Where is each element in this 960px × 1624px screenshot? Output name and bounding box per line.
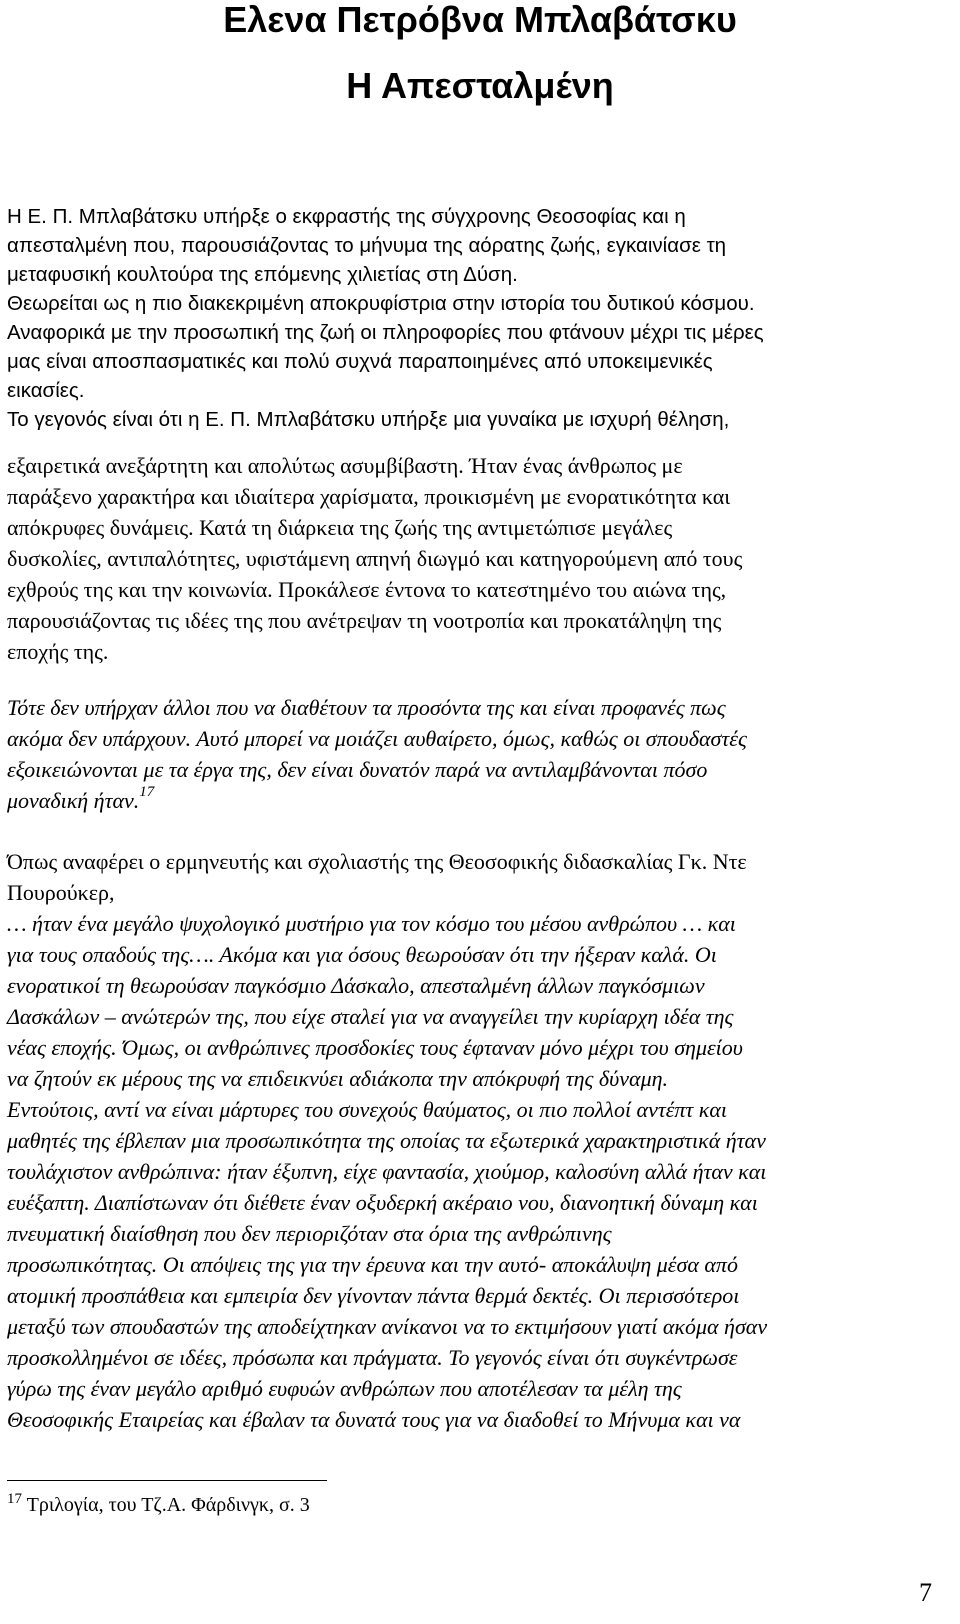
footnote-reference[interactable]: 17 bbox=[139, 784, 155, 800]
text-line: παράξενο χαρακτήρα και ιδιαίτερα χαρίσματα, προικισμένη με ενορατικότητα και bbox=[7, 484, 731, 509]
text-line: παρουσιάζοντας τις ιδέες της που ανέτρεψαν τη νοοτροπία και προκατάληψη της bbox=[7, 608, 722, 633]
block-quote bbox=[7, 908, 952, 1435]
footnote-divider bbox=[7, 1480, 327, 1481]
text-line: Εντούτοις, αντί να είναι μάρτυρες του συνεχούς θαύματος, οι πιο πολλοί αντέπτ και bbox=[7, 1097, 728, 1122]
text-line: μεταφυσική κουλτούρα της επόμενης χιλιετίας στη Δύση. bbox=[7, 263, 518, 286]
text-line: ακόμα δεν υπάρχουν. Αυτό μπορεί να μοιάζει αυθαίρετο, όμως, καθώς οι σπουδαστές bbox=[7, 726, 747, 751]
text-line: εποχής της. bbox=[7, 639, 109, 664]
text-line: Αναφορικά με την προσωπική της ζωή οι πληροφορίες που φτάνουν μέχρι τις μέρες bbox=[7, 321, 764, 344]
text-line: εικασίες. bbox=[7, 379, 85, 402]
document-subtitle: Η Απεσταλμένη bbox=[346, 65, 614, 106]
text-line: Η Ε. Π. Μπλαβάτσκυ υπήρξε ο εκφραστής της σύγχρονης Θεοσοφίας και η bbox=[7, 205, 686, 228]
page-number: 7 bbox=[919, 1578, 932, 1607]
text-line: απεσταλμένη που, παρουσιάζοντας το μήνυμα της αόρατης ζωής, εγκαινίασε τη bbox=[7, 234, 727, 257]
text-line: Πουρούκερ, bbox=[7, 880, 115, 905]
text-line: Τότε δεν υπήρχαν άλλοι που να διαθέτουν τα προσόντα της και είναι προφανές πως bbox=[7, 695, 726, 720]
text-line: Θεοσοφικής Εταιρείας και έβαλαν τα δυνατά τους για να διαδοθεί το Μήνυμα και να bbox=[7, 1407, 741, 1432]
text-line: Όπως αναφέρει ο ερμηνευτής και σχολιαστής της Θεοσοφικής διδασκαλίας Γκ. Ντε bbox=[7, 849, 747, 874]
text-line: εχθρούς της και την κοινωνία. Προκάλεσε έντονα το κατεστημένο του αιώνα της, bbox=[7, 577, 727, 602]
footnote-number: 17 bbox=[7, 1491, 22, 1507]
body-paragraph bbox=[7, 846, 952, 908]
body-paragraph bbox=[7, 450, 952, 667]
text-line: Δασκάλων – ανώτερών της, που είχε σταλεί για να αναγγείλει την κυρίαρχη ιδέα της bbox=[7, 1004, 734, 1029]
text-line: απόκρυφες δυνάμεις. Κατά τη διάρκεια της ζωής της αντιμετώπισε μεγάλες bbox=[7, 515, 673, 540]
text-line: προσωπικότητας. Οι απόψεις της για την έρευνα και την αυτό- αποκάλυψη μέσα από bbox=[7, 1252, 738, 1277]
text-line: τουλάχιστον ανθρώπινα: ήταν έξυπνη, είχε φαντασία, χιούμορ, καλοσύνη αλλά ήταν και bbox=[7, 1159, 767, 1184]
text-line: ευέξαπτη. Διαπίστωναν ότι διέθετε έναν οξυδερκή ακέραιο νου, διανοητική δύναμη και bbox=[7, 1190, 758, 1215]
document-title: Ελενα Πετρόβνα Μπλαβάτσκυ bbox=[223, 0, 737, 40]
text-line-with-footnote bbox=[7, 785, 952, 816]
text-line: νέας εποχής. Όμως, οι ανθρώπινες προσδοκίες τους έφταναν μόνο μέχρι του σημείου bbox=[7, 1035, 743, 1060]
text-line: Το γεγονός είναι ότι η Ε. Π. Μπλαβάτσκυ υπήρξε μια γυναίκα με ισχυρή θέληση, bbox=[7, 408, 730, 431]
text-line: ενορατικοί τη θεωρούσαν παγκόσμιο Δάσκαλο, απεσταλμένη άλλων παγκόσμιων bbox=[7, 973, 705, 998]
text-line: ατομική προσπάθεια και εμπειρία δεν γίνονταν πάντα θερμά δεκτές. Οι περισσότεροι bbox=[7, 1283, 740, 1308]
text-line: δυσκολίες, αντιπαλότητες, υφιστάμενη απηνή διωγμό και κατηγορούμενη από τους bbox=[7, 546, 743, 571]
text-line: μας είναι αποσπασματικές και πολύ συχνά παραποιημένες από υποκειμενικές bbox=[7, 350, 713, 373]
text-segment: μοναδική ήταν. bbox=[7, 788, 140, 813]
block-quote bbox=[7, 692, 952, 816]
text-line: εξοικειώνονται με τα έργα της, δεν είναι δυνατόν παρά να αντιλαμβάνονται πόσο bbox=[7, 757, 708, 782]
text-line: μεταξύ των σπουδαστών της αποδείχτηκαν ανίκανοι να το εκτιμήσουν γιατί ακόμα ήσαν bbox=[7, 1314, 768, 1339]
text-line: προσκολλημένοι σε ιδέες, πρόσωπα και πράγματα. Το γεγονός είναι ότι συγκέντρωσε bbox=[7, 1345, 738, 1370]
footnote bbox=[7, 1492, 310, 1518]
footnote-text: Τριλογία, του Τζ.Α. Φάρδινγκ, σ. 3 bbox=[22, 1494, 310, 1516]
text-line: μαθητές της έβλεπαν μια προσωπικότητα της οποίας τα εξωτερικά χαρακτηριστικά ήταν bbox=[7, 1128, 766, 1153]
text-line: να ζητούν εκ μέρους της να επιδεικνύει αδιάκοπα την απόκρυφή της δύναμη. bbox=[7, 1066, 669, 1091]
text-line: γύρω της έναν μεγάλο αριθμό ευφυών ανθρώπων που αποτέλεσαν τα μέλη της bbox=[7, 1376, 682, 1401]
text-line: Θεωρείται ως η πιο διακεκριμένη αποκρυφίστρια στην ιστορία του δυτικού κόσμου. bbox=[7, 292, 755, 315]
text-line: εξαιρετικά ανεξάρτητη και απολύτως ασυμβίβαστη. Ήταν ένας άνθρωπος με bbox=[7, 453, 683, 478]
text-line: πνευματική διαίσθηση που δεν περιοριζόταν στα όρια της ανθρώπινης bbox=[7, 1221, 612, 1246]
text-line: … ήταν ένα μεγάλο ψυχολογικό μυστήριο για τον κόσμο του μέσου ανθρώπου … και bbox=[7, 911, 736, 936]
intro-paragraph bbox=[7, 202, 947, 434]
text-line: για τους οπαδούς της…. Ακόμα και για όσους θεωρούσαν ότι την ήξεραν καλά. Οι bbox=[7, 942, 717, 967]
